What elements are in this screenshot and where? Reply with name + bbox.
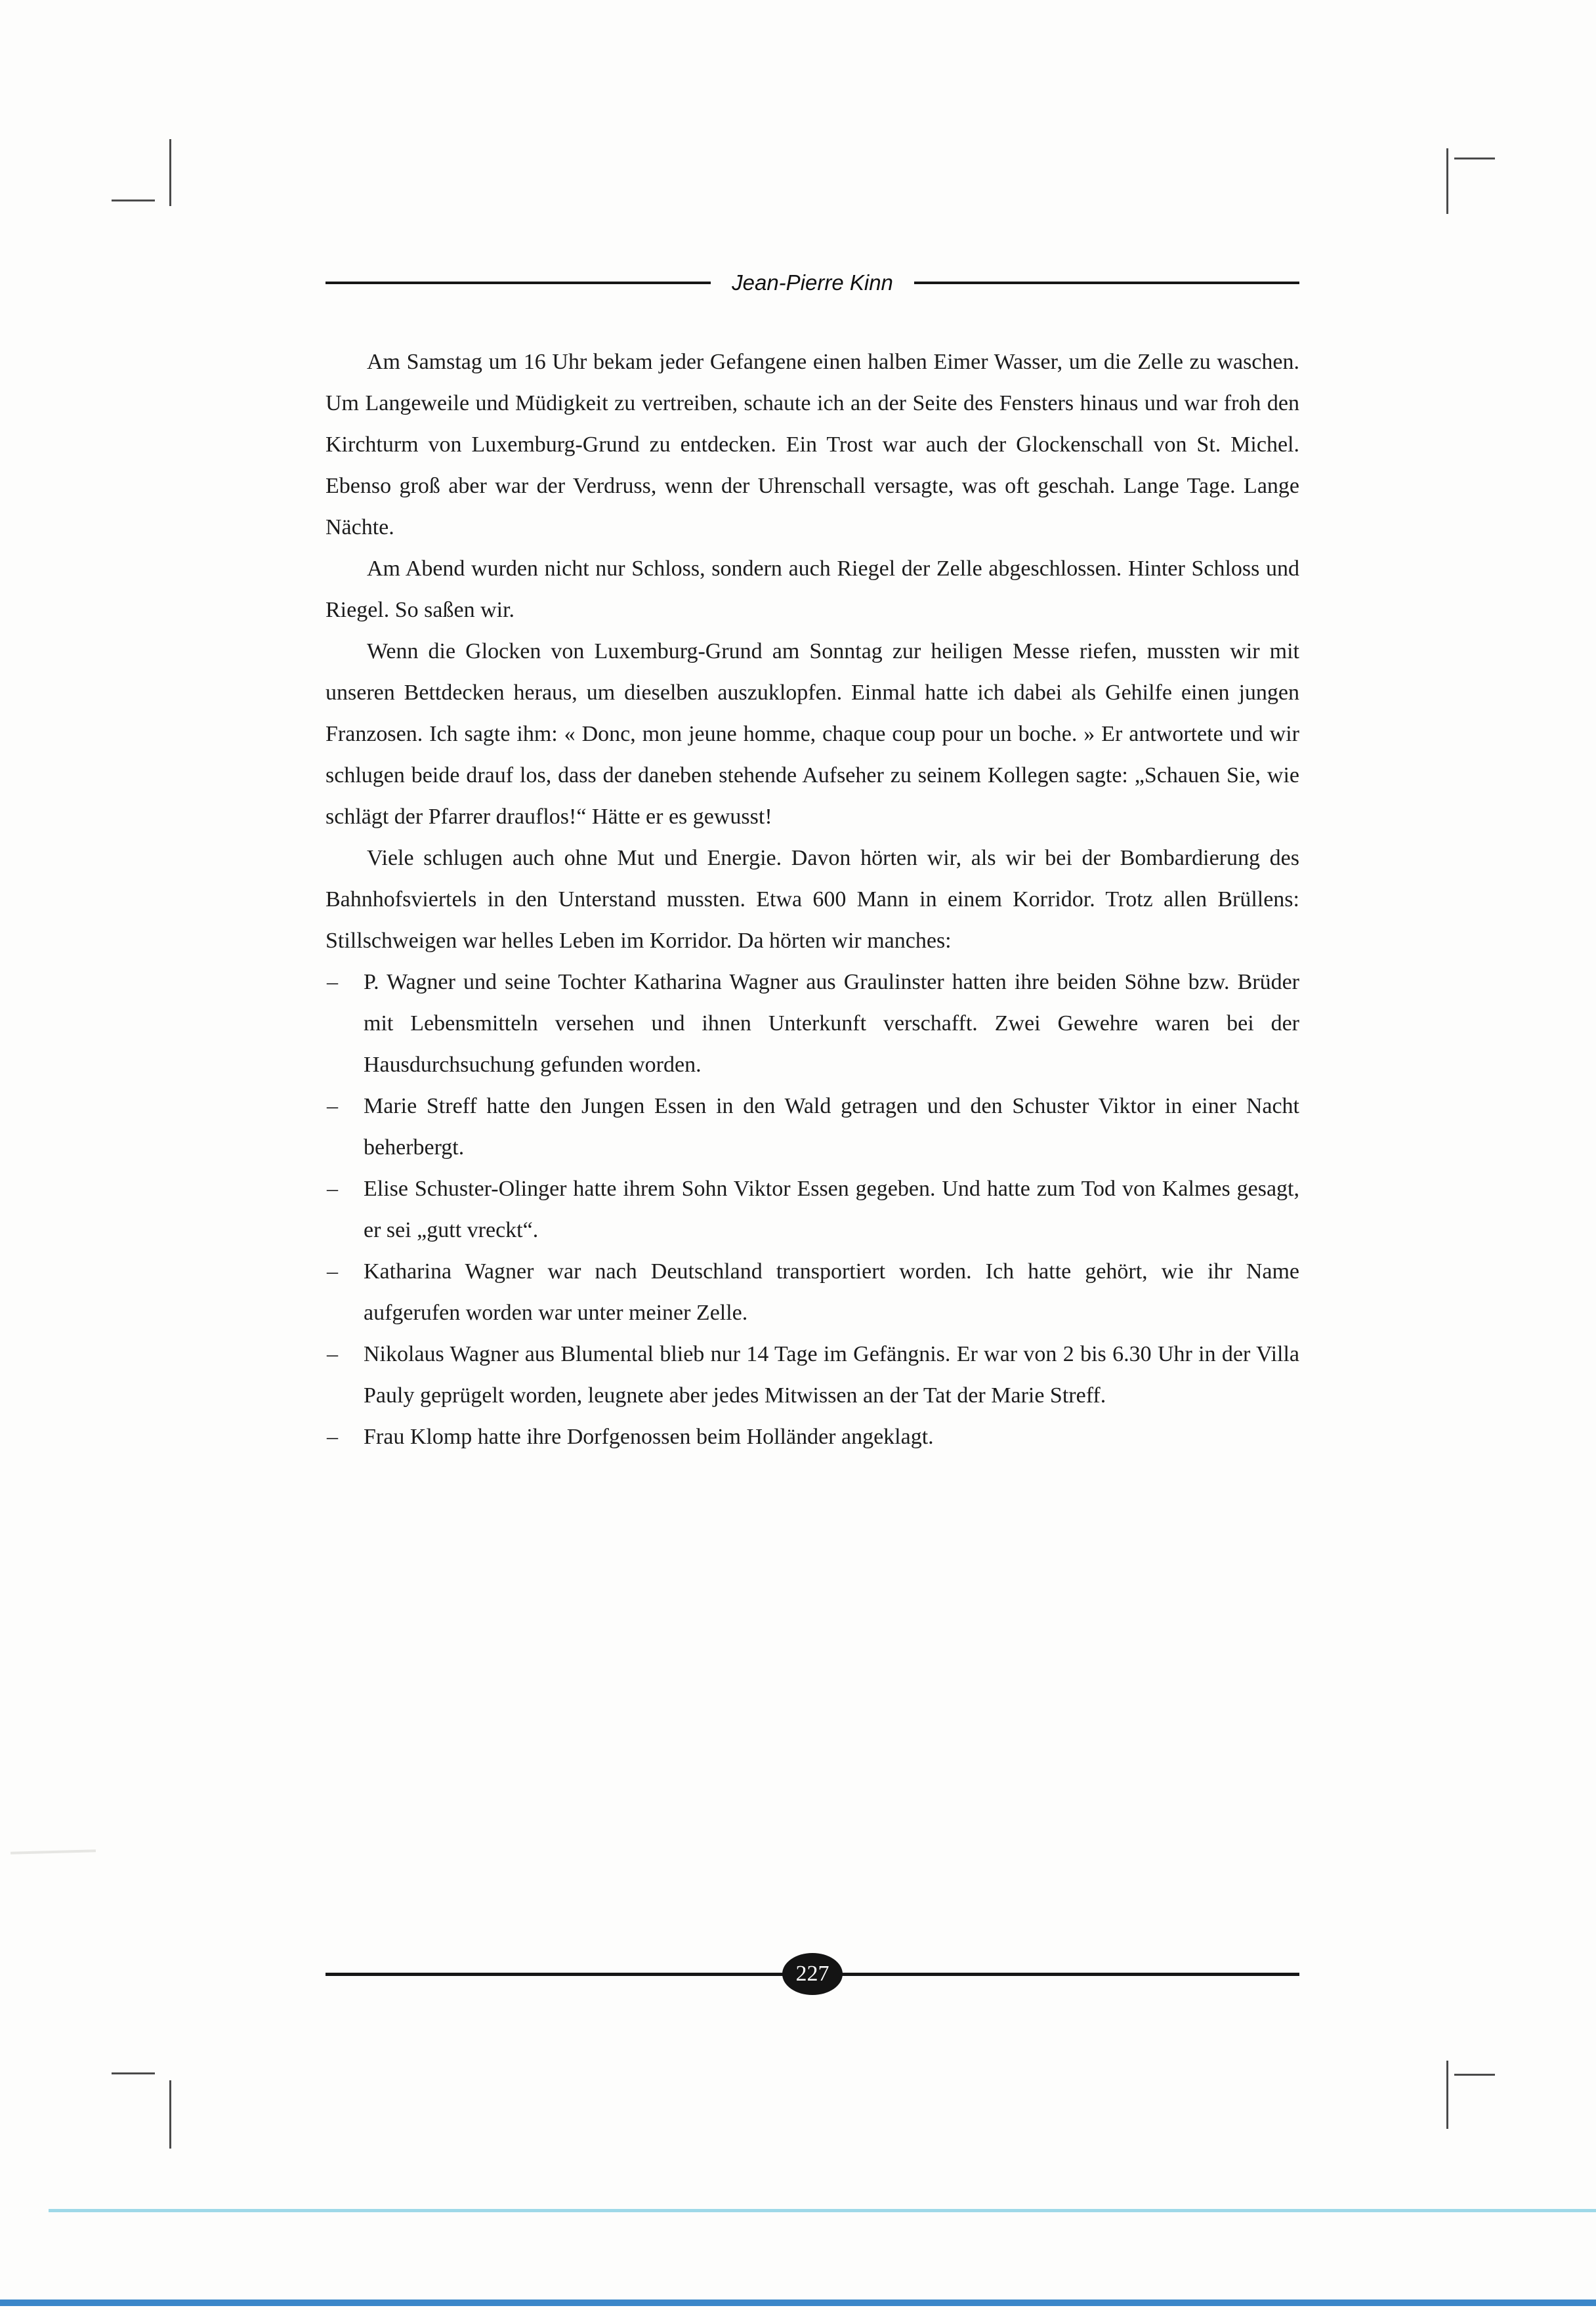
crop-mark-top-right-horizontal bbox=[1454, 158, 1495, 159]
dash-marker: – bbox=[327, 1342, 338, 1366]
dash-list bbox=[326, 961, 1299, 1458]
list-item bbox=[326, 1168, 1299, 1251]
page-number-badge bbox=[782, 1953, 843, 1995]
scan-artifact-cyan-line bbox=[49, 2209, 1596, 2212]
paragraph: Am Abend wurden nicht nur Schloss, sondern auch Riegel der Zelle abgeschlossen. Hinter Schloss und Riegel. So saßen wir. bbox=[326, 556, 1299, 622]
crop-mark-bottom-left-vertical bbox=[169, 2080, 171, 2149]
crop-mark-top-left-horizontal bbox=[112, 200, 155, 201]
list-item-text: Nikolaus Wagner aus Blumental blieb nur 14 Tage im Gefängnis. Er war von 2 bis 6.30 Uhr in der Villa Pauly geprügelt worden, leugnete aber jedes Mitwissen an der Tat der Marie Streff. bbox=[364, 1342, 1299, 1408]
list-item bbox=[326, 1251, 1299, 1334]
list-item-text: Katharina Wagner war nach Deutschland transportiert worden. Ich hatte gehört, wie ihr Name aufgerufen worden war unter meiner Zelle. bbox=[364, 1259, 1299, 1325]
crop-mark-top-left-vertical bbox=[169, 139, 171, 206]
paragraph: Wenn die Glocken von Luxemburg-Grund am Sonntag zur heiligen Messe riefen, mussten wir mit unseren Bettdecken heraus, um dieselben auszuklopfen. Einmal hatte ich dabei als Gehilfe einen jungen Franzosen. Ich sagte ihm: « Donc, mon jeune homme, chaque coup pour un boche. » Er antwortete und wir schlugen beide drauf los, dass der daneben stehende Aufseher zu seinem Kollegen sagte: „Schauen Sie, wie schlägt der Pfarrer drauflos!“ Hätte er es gewusst! bbox=[326, 639, 1299, 829]
list-item-text: Elise Schuster-Olinger hatte ihrem Sohn Viktor Essen gegeben. Und hatte zum Tod von Kalmes gesagt, er sei „gutt vreckt“. bbox=[364, 1177, 1299, 1242]
list-item-text: Frau Klomp hatte ihre Dorfgenossen beim Holländer angeklagt. bbox=[364, 1425, 934, 1449]
list-item bbox=[326, 1416, 1299, 1458]
scan-smudge bbox=[10, 1849, 96, 1854]
dash-marker: – bbox=[327, 1094, 338, 1118]
crop-mark-top-right-vertical bbox=[1446, 148, 1448, 214]
dash-marker: – bbox=[327, 1425, 338, 1449]
dash-marker: – bbox=[327, 1177, 338, 1201]
dash-marker: – bbox=[327, 970, 338, 994]
crop-mark-bottom-left-horizontal bbox=[112, 2072, 155, 2074]
scan-artifact-blue-line bbox=[0, 2300, 1596, 2306]
paragraph: Am Samstag um 16 Uhr bekam jeder Gefangene einen halben Eimer Wasser, um die Zelle zu waschen. Um Langeweile und Müdigkeit zu vertreiben, schaute ich an der Seite des Fensters hinaus und war froh den Kirchturm von Luxemburg-Grund zu entdecken. Ein Trost war auch der Glockenschall von St. Michel. Ebenso groß aber war der Verdruss, wenn der Uhrenschall versagte, was oft geschah. Lange Tage. Lange Nächte. bbox=[326, 350, 1299, 539]
list-item bbox=[326, 1334, 1299, 1416]
page-number: 227 bbox=[795, 1962, 830, 1986]
dash-marker: – bbox=[327, 1259, 338, 1284]
list-item-text: P. Wagner und seine Tochter Katharina Wagner aus Graulinster hatten ihre beiden Söhne bzw. Brüder mit Lebensmitteln versehen und ihnen Unterkunft verschafft. Zwei Gewehre waren bei der Hausdurchsuchung gefunden worden. bbox=[364, 970, 1299, 1077]
list-item bbox=[326, 1085, 1299, 1168]
paragraph: Viele schlugen auch ohne Mut und Energie. Davon hörten wir, als wir bei der Bombardierung des Bahnhofsviertels in den Unterstand mussten. Etwa 600 Mann in einem Korridor. Trotz allen Brüllens: Stillschweigen war helles Leben im Korridor. Da hörten wir manches: bbox=[326, 846, 1299, 953]
list-item-text: Marie Streff hatte den Jungen Essen in den Wald getragen und den Schuster Viktor in einer Nacht beherbergt. bbox=[364, 1094, 1299, 1160]
header-rule-left bbox=[326, 282, 711, 284]
header-rule-right bbox=[914, 282, 1299, 284]
running-header bbox=[326, 272, 1299, 293]
list-item bbox=[326, 961, 1299, 1085]
page-text-block bbox=[326, 341, 1299, 1458]
crop-mark-bottom-right-horizontal bbox=[1454, 2074, 1495, 2076]
running-header-title: Jean-Pierre Kinn bbox=[732, 270, 893, 295]
crop-mark-bottom-right-vertical bbox=[1446, 2061, 1448, 2129]
